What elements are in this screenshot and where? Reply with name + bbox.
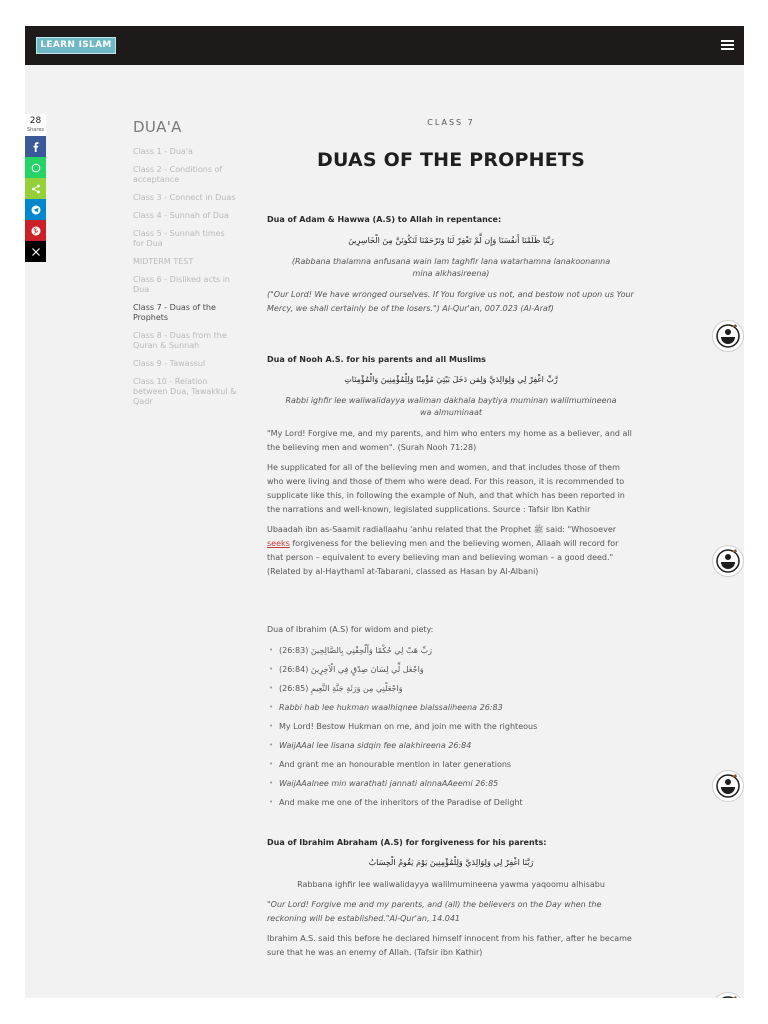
ibrahim-wisdom-section (267, 624, 635, 816)
section-heading: Dua of Nooh A.S. for his parents and all Muslims (267, 355, 486, 364)
section-heading: Dua of Ibrahim Abraham (A.S) for forgiveness for his parents: (267, 838, 547, 847)
list-item: • رَبِّ هَبْ لِي حُكْمًا وَأَلْحِقْنِي بِالصَّالِحِينَ (26:83) (267, 645, 635, 664)
quran-bookmark-icon[interactable] (712, 545, 744, 577)
list-item: • وَاجْعَل لِّي لِسَانَ صِدْقٍ فِي الْآخِرِينَ (26:84) (267, 664, 635, 683)
share-icon (31, 184, 41, 194)
arabic-text: رَّبِّ اغْفِرْ لِي وَلِوَالِدَيَّ وَلِمَن دَخَلَ بَيْتِيَ مُؤْمِنًا وَلِلْمُؤْمِنِينَ وَالْمُؤْمِنَاتِ (344, 375, 558, 384)
sidebar-item[interactable]: Class 7 - Duas of the Prophets (133, 303, 216, 322)
tafsir-paragraph: Ibrahim A.S. said this before he declared himself innocent from his father, after he became sure that he was an enemy of Allah. (Tafsir ibn Kathir) (267, 934, 632, 957)
sidebar-item[interactable]: Class 2 - Conditions of acceptance (133, 165, 223, 184)
section-heading: Dua of Ibrahim (A.S) for widom and piety: (267, 625, 434, 634)
dua-list (267, 645, 635, 816)
quran-bookmark-icon[interactable] (712, 992, 744, 998)
sidebar-item[interactable]: Class 1 - Dua'a (133, 147, 193, 156)
sidebar-item[interactable]: MIDTERM TEST (133, 257, 194, 266)
telegram-icon (31, 205, 41, 215)
translation: "Our Lord! Forgive me and my parents, and (all) the believers on the Day when the reckoning will be established."Al-Qur'an, 14.041 (267, 900, 602, 923)
sidebar-item[interactable]: Class 10 - Relation between Dua, Tawakkul & Qadr (133, 377, 237, 406)
whatsapp-share-button[interactable] (25, 157, 46, 178)
x-icon (31, 247, 41, 257)
telegram-share-button[interactable] (25, 199, 46, 220)
hadith-link[interactable]: seeks (267, 539, 290, 548)
share-count (25, 114, 46, 136)
transliteration: Rabbana ighfir lee waliwalidayya walilmumineena yawma yaqoomu alhisabu (297, 880, 605, 889)
quran-bookmark-icon[interactable] (712, 770, 744, 802)
list-item: • وَاجْعَلْنِي مِن وَرَثَةِ جَنَّةِ النَّعِيمِ (26:85) (267, 683, 635, 702)
course-sidebar (133, 118, 238, 415)
hadith-text: forgiveness for the believing men and the believing women, Allaah will record for that person – equivalent to every believing man and believing woman – a good deed." (Related by al-Haythamī at-Tabarani, classed as Hasan by Al-Albani) (267, 539, 619, 576)
whatsapp-icon (31, 163, 41, 173)
facebook-share-button[interactable] (25, 136, 46, 157)
x-share-button[interactable] (25, 241, 46, 262)
sidebar-title: DUA'A (133, 118, 182, 136)
list-item: • And grant me an honourable mention in later generations (267, 759, 635, 778)
sidebar-item[interactable]: Class 5 - Sunnah times for Dua (133, 229, 225, 248)
share-count-number: 28 (29, 116, 42, 126)
main-content (267, 118, 635, 957)
translation: "My Lord! Forgive me, and my parents, and him who enters my home as a believer, and all the believing men and women". (Surah Nooh 71:28) (267, 429, 632, 452)
class-label: CLASS 7 (427, 118, 475, 127)
site-header (25, 26, 744, 65)
ibrahim-parents-section (267, 837, 635, 960)
list-item: • And make me one of the inheritors of the Paradise of Delight (267, 797, 635, 816)
arabic-text: رَبَّنَا ظَلَمْنَا أَنفُسَنَا وَإِن لَّمْ تَغْفِرْ لَنَا وَتَرْحَمْنَا لَنَكُونَنَّ مِنَ الْخَاسِرِينَ (348, 236, 554, 245)
sidebar-item[interactable]: Class 3 - Connect in Duas (133, 193, 236, 202)
nooh-section (267, 354, 635, 579)
transliteration: (Rabbana thalamna anfusana wain lam taghfir lana watarhamna lanakoonanna mina alkhasireena) (291, 257, 611, 278)
hadith-paragraph (267, 523, 635, 579)
social-share-bar (25, 114, 46, 262)
list-item: • WaijAAal lee lisana sidqin fee alakhireena 26:84 (267, 740, 635, 759)
translation: ("Our Lord! We have wronged ourselves. If You forgive us not, and bestow not upon us Your Mercy, we shall certainly be of the losers.") Al-Qur'an, 007.023 (Al-Araf) (267, 290, 634, 313)
transliteration: Rabbi ighfir lee waliwalidayya waliman dakhala baytiya muminan walilmumineena wa almuminaat (285, 396, 617, 417)
sidebar-item[interactable]: Class 9 - Tawassul (133, 359, 206, 368)
quran-bookmark-icon[interactable] (712, 320, 744, 352)
section-heading: Dua of Adam & Hawwa (A.S) to Allah in repentance: (267, 215, 502, 224)
facebook-icon (31, 142, 41, 152)
list-item: • My Lord! Bestow Hukman on me, and join me with the righteous (267, 721, 635, 740)
sidebar-item[interactable]: Class 4 - Sunnah of Dua (133, 211, 229, 220)
arabic-text: رَبَّنَا اغْفِرْ لِي وَلِوَالِدَيَّ وَلِلْمُؤْمِنِينَ يَوْمَ يَقُومُ الْحِسَابُ (368, 858, 534, 867)
adam-section (267, 214, 635, 316)
sharethis-share-button[interactable] (25, 178, 46, 199)
hadith-text: Ubaadah ibn as-Saamit radiallaahu 'anhu related that the Prophet ﷺ said: "Whosoever (267, 525, 617, 534)
site-logo[interactable]: LEARN ISLAM (36, 37, 116, 54)
pinterest-icon (31, 226, 41, 236)
hamburger-menu-icon[interactable] (721, 40, 734, 51)
pinterest-share-button[interactable] (25, 220, 46, 241)
sidebar-item[interactable]: Class 8 - Duas from the Quran & Sunnah (133, 331, 227, 350)
list-item: • WaijAAalnee min warathati jannati alnnaAAeemi 26:85 (267, 778, 635, 797)
share-count-label: Shares (26, 127, 45, 133)
sidebar-item[interactable]: Class 6 - Disliked acts in Dua (133, 275, 230, 294)
list-item: • Rabbi hab lee hukman waalhiqnee bialssaliheena 26:83 (267, 702, 635, 721)
page-title: DUAS OF THE PROPHETS (317, 149, 585, 171)
tafsir-paragraph: He supplicated for all of the believing men and women, and that includes those of them who were living and those of them who were dead. For this reason, it is recommended to supplicate like this, in following the example of Nuh, and that which has been reported in the narrations and well-known, legislated supplications. Source : Tafsir Ibn Kathir (267, 463, 625, 514)
